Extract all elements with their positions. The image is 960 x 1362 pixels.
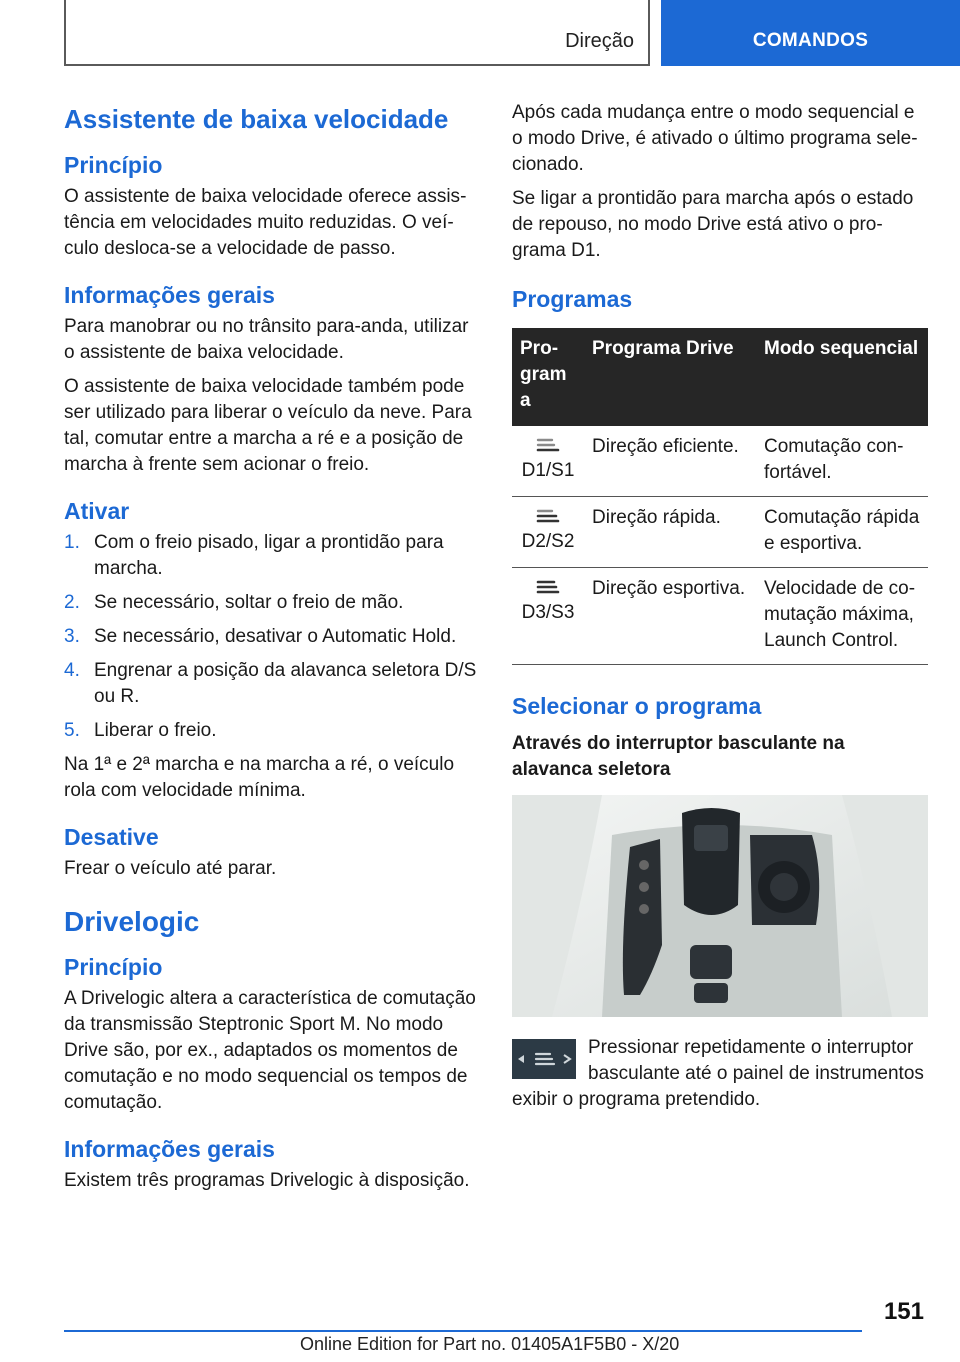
general-info-text-1: Para manobrar ou no trânsito para-anda, utilizar o assistente de baixa velocidade. bbox=[64, 316, 469, 363]
sequential-cell: Comutação confortável. bbox=[756, 426, 928, 497]
column-header-drive: Programa Drive bbox=[584, 328, 756, 426]
column-header-sequential: Modo sequencial bbox=[756, 328, 928, 426]
program-cell bbox=[512, 568, 584, 665]
table-row bbox=[512, 568, 928, 665]
heading-low-speed-assistant: Assistente de baixa velocidade bbox=[64, 104, 449, 134]
program-cell bbox=[512, 497, 584, 568]
list-item: 4. Engrenar a posição da alavanca seletora D/S ou R. bbox=[64, 660, 477, 707]
heading-general-info: Informações gerais bbox=[64, 282, 275, 308]
program-cell bbox=[512, 426, 584, 497]
drivelogic-3-icon bbox=[534, 578, 562, 596]
heading-principle: Princípio bbox=[64, 152, 163, 178]
select-program-text: Pressionar repetidamente o interruptor basculante até o painel de instrumentos exibir o programa pretendido. bbox=[512, 1037, 924, 1110]
table-row bbox=[512, 426, 928, 497]
program-label: D2/S2 bbox=[521, 531, 575, 552]
instruction-block bbox=[512, 1035, 928, 1113]
heading-drivelogic-principle: Princípio bbox=[64, 954, 163, 980]
table-header-row bbox=[512, 328, 928, 426]
chapter-tab[interactable] bbox=[661, 0, 960, 66]
sequential-cell: Comutação rápida e esportiva. bbox=[756, 497, 928, 568]
drive-cell: Direção eficiente. bbox=[584, 426, 756, 497]
principle-text: O assistente de baixa velocidade oferece assistência em velocidades muito reduzidas. O veículo desloca-se a velocidade de passo. bbox=[64, 186, 467, 259]
chapter-title: COMANDOS bbox=[752, 30, 869, 51]
heading-programs: Programas bbox=[512, 286, 633, 312]
list-item: 5. Liberar o freio. bbox=[64, 720, 217, 741]
activation-steps bbox=[64, 530, 480, 744]
drivelogic-info-text: Existem três programas Drivelogic à disposição. bbox=[64, 1170, 470, 1191]
drive-ready-text: Se ligar a prontidão para marcha após o estado de repouso, no modo Drive está ativo o programa D1. bbox=[512, 188, 914, 261]
list-item: 2. Se necessário, soltar o freio de mão. bbox=[64, 592, 404, 613]
programs-table bbox=[512, 328, 928, 665]
heading-deactivate: Desative bbox=[64, 824, 159, 850]
page-number: 151 bbox=[883, 1298, 924, 1325]
drive-cell: Direção rápida. bbox=[584, 497, 756, 568]
center-console-photo bbox=[512, 795, 928, 1017]
rocker-switch-icon bbox=[512, 1039, 576, 1079]
heading-select-program: Selecionar o programa bbox=[512, 693, 762, 719]
mode-change-text: Após cada mudança entre o modo sequencial e o modo Drive, é ativado o último programa selecionado. bbox=[512, 102, 918, 175]
heading-drivelogic-info: Informações gerais bbox=[64, 1136, 275, 1162]
activate-note: Na 1ª e 2ª marcha e na marcha a ré, o veículo rola com velocidade mínima. bbox=[64, 754, 455, 801]
list-item: 1. Com o freio pisado, ligar a prontidão para marcha. bbox=[64, 532, 444, 579]
sequential-cell: Velocidade de comutação máxima, Launch Control. bbox=[756, 568, 928, 665]
general-info-text-2: O assistente de baixa velocidade também pode ser utilizado para liberar o veículo da neve. Para tal, comutar entre a marcha a ré e a posição de marcha à frente sem acionar o freio. bbox=[64, 376, 472, 475]
subheading-rocker-switch: Através do interruptor basculante na alavanca seletora bbox=[512, 733, 845, 780]
list-item: 3. Se necessário, desativar o Automatic Hold. bbox=[64, 626, 457, 647]
deactivate-text: Frear o veículo até parar. bbox=[64, 858, 277, 879]
drivelogic-2-icon bbox=[534, 507, 562, 525]
left-column bbox=[64, 100, 480, 1202]
heading-activate: Ativar bbox=[64, 498, 130, 524]
header-section-box bbox=[64, 0, 650, 66]
heading-drivelogic: Drivelogic bbox=[64, 906, 200, 937]
column-header-program: Program a bbox=[512, 328, 584, 426]
footer-edition: Online Edition for Part no. 01405A1F5B0 - X/20 bbox=[300, 1334, 680, 1354]
program-label: D3/S3 bbox=[521, 602, 575, 623]
section-title: Direção bbox=[565, 30, 634, 52]
center-console-image bbox=[512, 795, 928, 1017]
drivelogic-principle-text: A Drivelogic altera a característica de comutação da transmissão Steptronic Sport M. No modo Drive são, por ex., adaptados os momentos de comutação e no modo sequencial os tempos de comutação. bbox=[64, 988, 476, 1113]
right-column bbox=[512, 100, 928, 1121]
drivelogic-1-icon bbox=[534, 436, 562, 454]
drive-cell: Direção esportiva. bbox=[584, 568, 756, 665]
footer-divider bbox=[64, 1330, 862, 1332]
program-label: D1/S1 bbox=[521, 460, 575, 481]
table-row bbox=[512, 497, 928, 568]
